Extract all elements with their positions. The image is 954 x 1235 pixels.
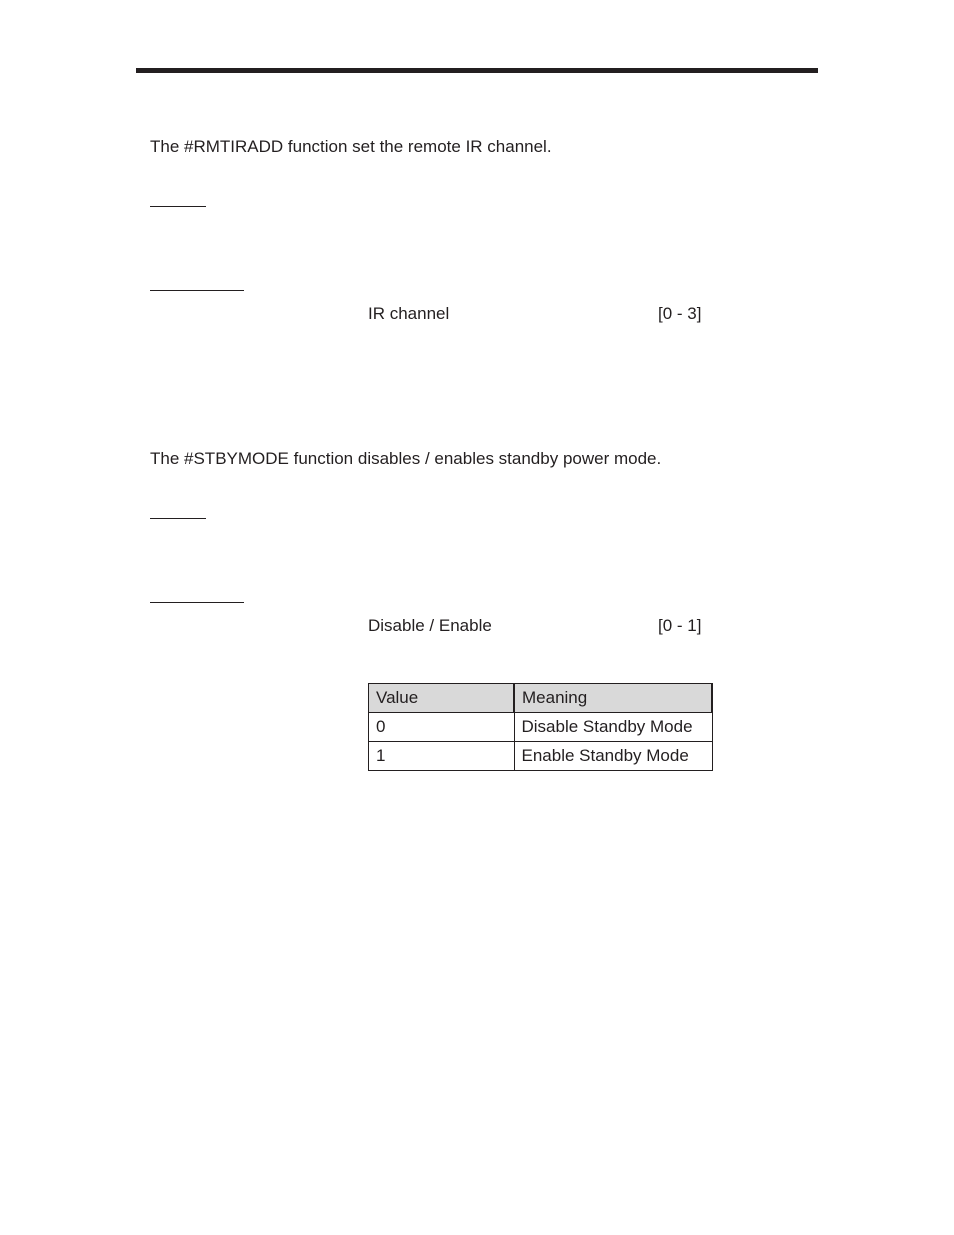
rmtiradd-description: The #RMTIRADD function set the remote IR channel.	[150, 137, 552, 156]
stbymode-param-name: Disable / Enable	[368, 616, 492, 635]
table-cell-meaning: Disable Standby Mode	[514, 713, 712, 742]
table-cell-meaning: Enable Standby Mode	[514, 742, 712, 771]
stbymode-param-range: [0 - 1]	[658, 616, 702, 635]
table-cell-value: 1	[369, 742, 515, 771]
rmtiradd-syntax-rule	[150, 206, 206, 207]
rmtiradd-parameters-rule	[150, 290, 244, 291]
table-row	[369, 713, 713, 742]
table-header-meaning: Meaning	[514, 684, 712, 713]
table-header-value: Value	[369, 684, 515, 713]
standby-value-table	[368, 683, 713, 771]
header-rule	[136, 68, 818, 73]
table-cell-value: 0	[369, 713, 515, 742]
stbymode-parameters-rule	[150, 602, 244, 603]
rmtiradd-param-range: [0 - 3]	[658, 304, 702, 323]
rmtiradd-param-name: IR channel	[368, 304, 450, 323]
table-row	[369, 742, 713, 771]
stbymode-description: The #STBYMODE function disables / enables standby power mode.	[150, 449, 662, 468]
stbymode-syntax-rule	[150, 518, 206, 519]
table-header-row	[369, 684, 713, 713]
